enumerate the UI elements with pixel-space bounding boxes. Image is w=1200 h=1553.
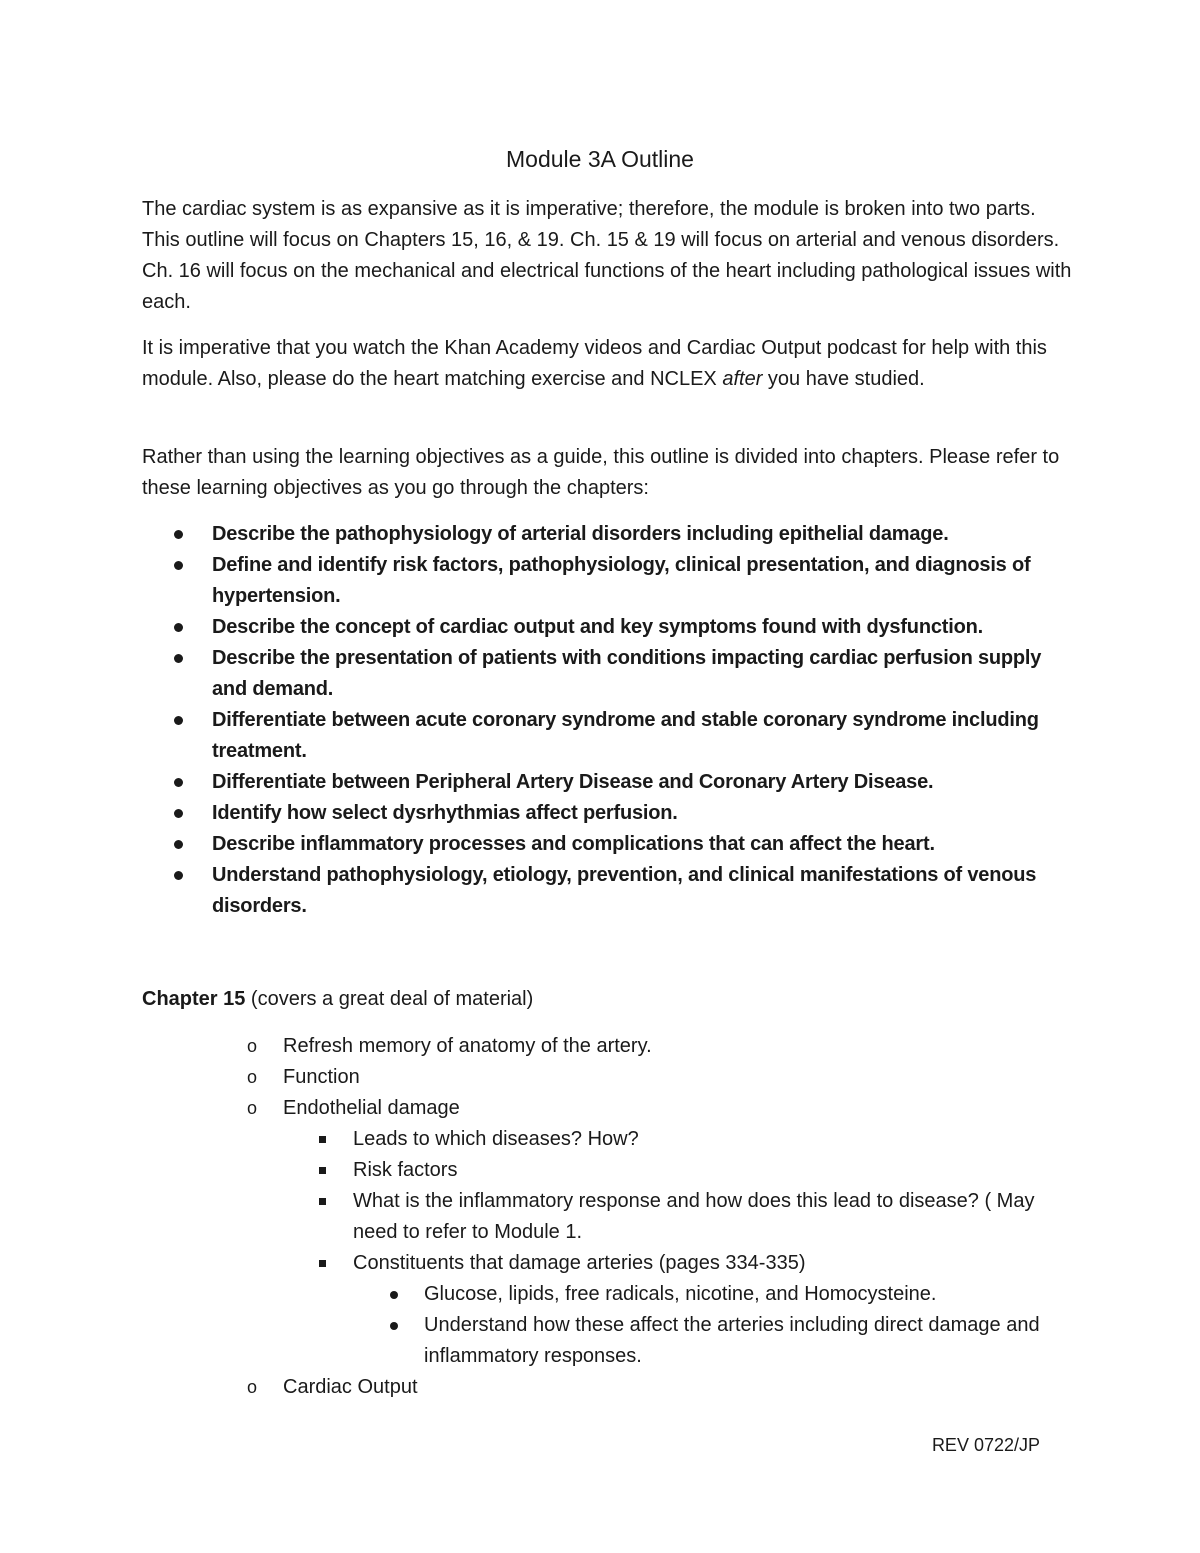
objective-text: Define and identify risk factors, pathophysiology, clinical presentation, and diagnosis of hypertension. bbox=[212, 554, 1031, 607]
outline-subsubitem-text: Glucose, lipids, free radicals, nicotine, and Homocysteine. bbox=[424, 1283, 937, 1305]
revision-footer: REV 0722/JP bbox=[931, 1435, 1040, 1455]
bullet-icon bbox=[174, 778, 183, 787]
square-bullet-icon bbox=[319, 1198, 326, 1205]
objective-item bbox=[142, 643, 1072, 705]
bullet-icon bbox=[174, 716, 183, 725]
bullet-icon bbox=[174, 530, 183, 539]
bullet-icon bbox=[174, 840, 183, 849]
objective-text: Differentiate between acute coronary syndrome and stable coronary syndrome including treatment. bbox=[212, 709, 1039, 762]
square-bullet-icon bbox=[319, 1136, 326, 1143]
outline-item-text: Cardiac Output bbox=[283, 1376, 418, 1398]
page-title: Module 3A Outline bbox=[506, 146, 694, 172]
objective-text: Describe inflammatory processes and complications that can affect the heart. bbox=[212, 833, 935, 855]
learning-objectives-list bbox=[142, 519, 1072, 922]
intro-paragraph-2-emphasis: after bbox=[722, 368, 763, 390]
outline-subsubitem-text: Understand how these affect the arteries including direct damage and inflammatory responses. bbox=[424, 1314, 1040, 1367]
circle-bullet-icon: o bbox=[247, 1377, 258, 1397]
bullet-icon bbox=[174, 654, 183, 663]
objective-item bbox=[142, 767, 1072, 798]
chapter-15-title: Chapter 15 bbox=[142, 988, 246, 1010]
outline-subsubitem bbox=[0, 1310, 1064, 1372]
chapter-15-heading bbox=[142, 984, 533, 1015]
outline-subitem bbox=[0, 1186, 1073, 1248]
circle-bullet-icon: o bbox=[247, 1036, 258, 1056]
chapter-15-outline bbox=[0, 1031, 1200, 1403]
intro-paragraph-3: Rather than using the learning objectives as a guide, this outline is divided into chapters. Please refer to these learning objectives as you go through the chapters: bbox=[142, 446, 1060, 499]
outline-subitem bbox=[0, 1124, 1073, 1155]
outline-subitem bbox=[0, 1248, 1073, 1279]
outline-item bbox=[0, 1031, 1200, 1062]
outline-subitem-text: Leads to which diseases? How? bbox=[353, 1128, 639, 1150]
outline-subitem-text: Constituents that damage arteries (pages 334-335) bbox=[353, 1252, 806, 1274]
objective-text: Describe the concept of cardiac output and key symptoms found with dysfunction. bbox=[212, 616, 983, 638]
objective-item bbox=[142, 705, 1072, 767]
objective-text: Understand pathophysiology, etiology, prevention, and clinical manifestations of venous disorders. bbox=[212, 864, 1037, 917]
outline-item-text: Function bbox=[283, 1066, 360, 1088]
intro-paragraph-2-end: you have studied. bbox=[762, 368, 925, 390]
objective-item bbox=[142, 829, 1072, 860]
objective-item bbox=[142, 550, 1072, 612]
outline-item bbox=[0, 1062, 1200, 1093]
objective-item bbox=[142, 798, 1072, 829]
circle-bullet-icon: o bbox=[247, 1098, 258, 1118]
objective-text: Describe the presentation of patients with conditions impacting cardiac perfusion supply and demand. bbox=[212, 647, 1042, 700]
intro-paragraph-1: The cardiac system is as expansive as it is imperative; therefore, the module is broken into two parts. This outline will focus on Chapters 15, 16, & 19. Ch. 15 & 19 will focus on arterial and venous disorders. Ch. 16 will focus on the mechanical and electrical functions of the heart including pathological issues with each. bbox=[142, 198, 1072, 313]
intro-paragraph-2 bbox=[142, 333, 1072, 395]
outline-item bbox=[0, 1093, 1200, 1124]
bullet-icon bbox=[390, 1322, 398, 1330]
bullet-icon bbox=[174, 561, 183, 570]
chapter-15-note: (covers a great deal of material) bbox=[245, 988, 534, 1010]
bullet-icon bbox=[174, 809, 183, 818]
bullet-icon bbox=[174, 871, 183, 880]
outline-item-text: Refresh memory of anatomy of the artery. bbox=[283, 1035, 652, 1057]
circle-bullet-icon: o bbox=[247, 1067, 258, 1087]
objective-item bbox=[142, 860, 1072, 922]
outline-item bbox=[0, 1372, 1200, 1403]
outline-subitem-text: Risk factors bbox=[353, 1159, 458, 1181]
objective-text: Differentiate between Peripheral Artery Disease and Coronary Artery Disease. bbox=[212, 771, 934, 793]
outline-subitem-text: What is the inflammatory response and how does this lead to disease? ( May need to refer to Module 1. bbox=[353, 1190, 1035, 1243]
objective-item bbox=[142, 519, 1072, 550]
intro-paragraph-2-start: It is imperative that you watch the Khan Academy videos and Cardiac Output podcast for help with this module. Also, please do the heart matching exercise and NCLEX bbox=[142, 337, 1047, 390]
square-bullet-icon bbox=[319, 1167, 326, 1174]
bullet-icon bbox=[174, 623, 183, 632]
outline-item-text: Endothelial damage bbox=[283, 1097, 460, 1119]
bullet-icon bbox=[390, 1291, 398, 1299]
outline-subsubitem bbox=[0, 1279, 1064, 1310]
objective-item bbox=[142, 612, 1072, 643]
outline-subitem bbox=[0, 1155, 1073, 1186]
objective-text: Identify how select dysrhythmias affect perfusion. bbox=[212, 802, 678, 824]
objective-text: Describe the pathophysiology of arterial disorders including epithelial damage. bbox=[212, 523, 949, 545]
square-bullet-icon bbox=[319, 1260, 326, 1267]
